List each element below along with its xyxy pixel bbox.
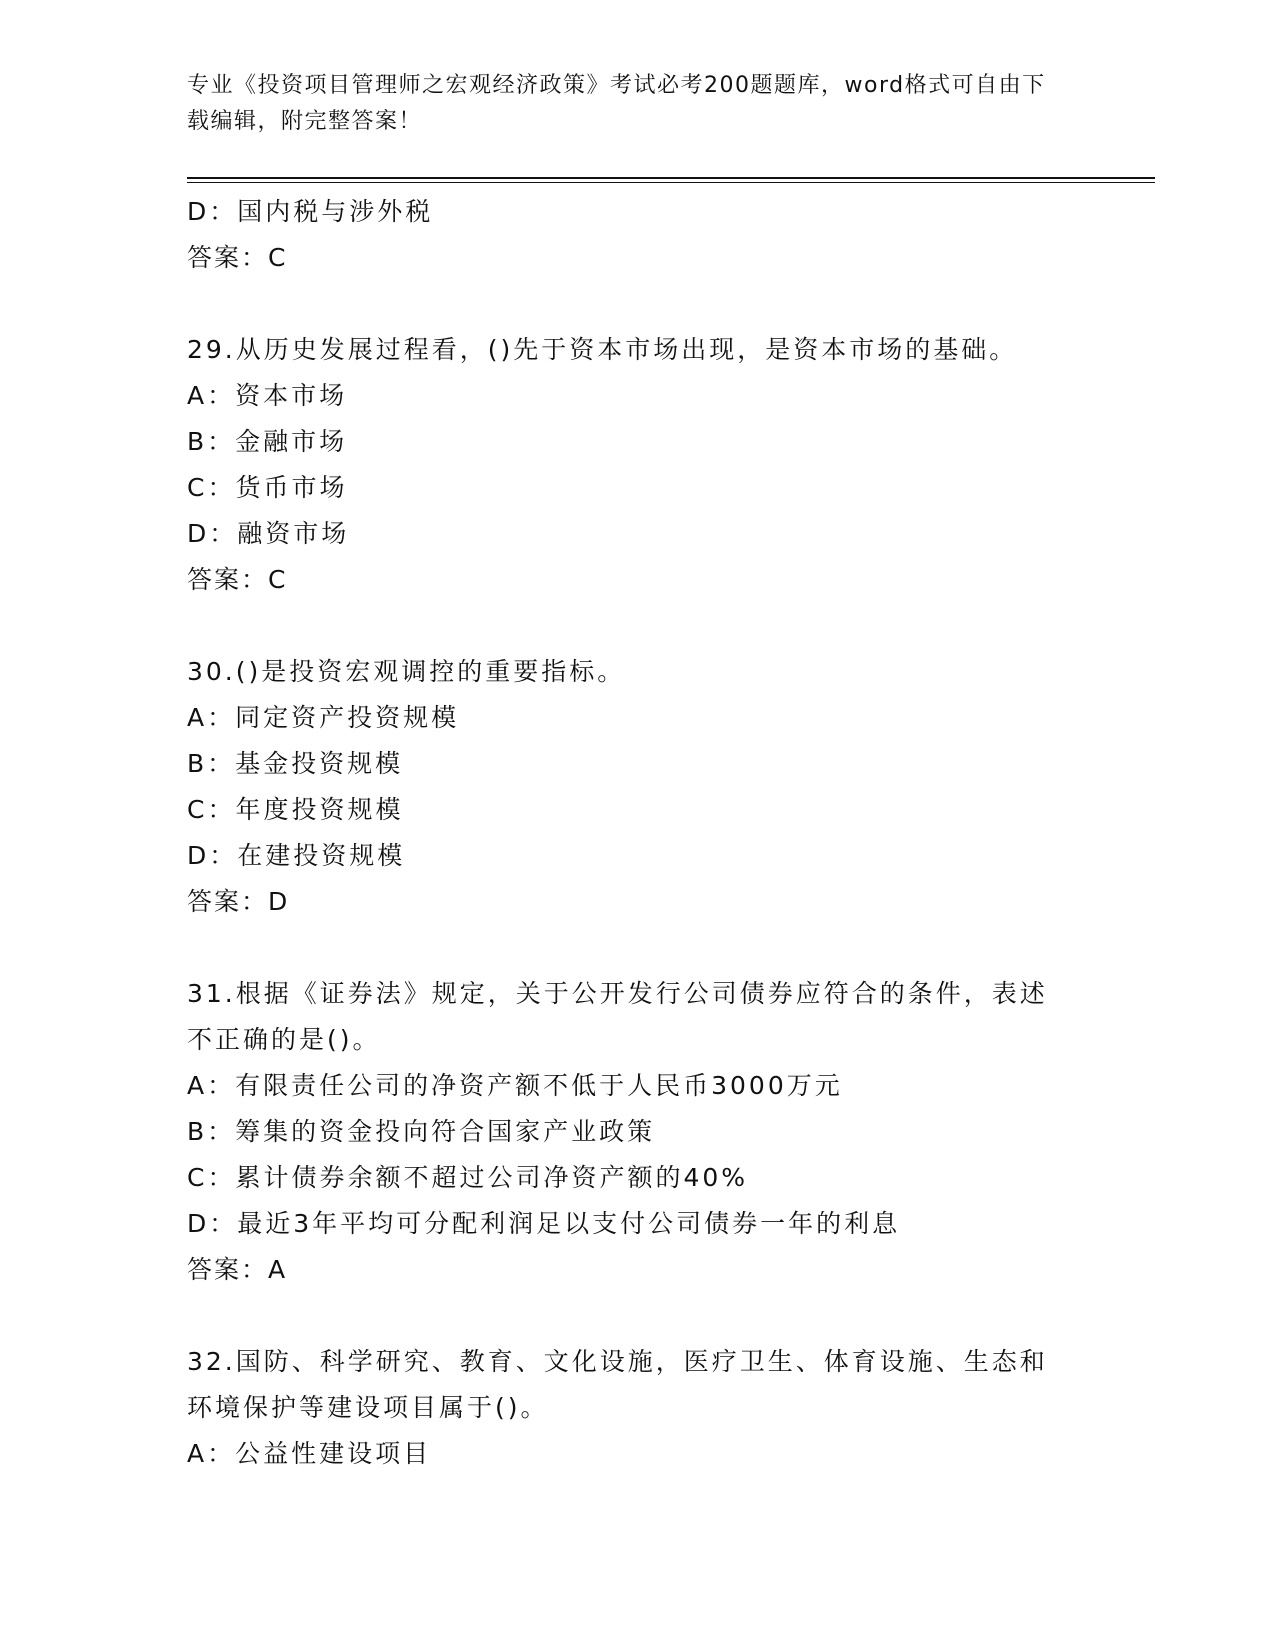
question-31-option-b: B：筹集的资金投向符合国家产业政策 [187,1117,656,1146]
question-30-answer: 答案：D [187,887,290,916]
question-30-option-a: A：同定资产投资规模 [187,703,460,732]
spacer [187,603,1087,649]
option-d: D：国内税与涉外税 [187,197,434,226]
question-31-option-c: C：累计债券余额不超过公司净资产额的40% [187,1163,749,1192]
question-31-option-a: A：有限责任公司的净资产额不低于人民币3000万元 [187,1071,843,1100]
question-31-answer: 答案：A [187,1255,288,1284]
question-29-option-a: A：资本市场 [187,381,348,410]
question-32-option-a: A：公益性建设项目 [187,1439,432,1468]
question-30-stem: 30.()是投资宏观调控的重要指标。 [187,657,626,686]
header-rule-thin [187,182,1155,183]
spacer [187,1293,1087,1339]
question-30-option-d: D：在建投资规模 [187,841,406,870]
spacer [187,281,1087,327]
question-29-option-d: D：融资市场 [187,519,350,548]
question-32-stem: 32.国防、科学研究、教育、文化设施，医疗卫生、体育设施、生态和环境保护等建设项目属于()。 [187,1347,1048,1422]
header-rule-thick [187,177,1155,179]
question-list [187,189,1087,1477]
answer-line: 答案：C [187,243,288,272]
spacer [187,925,1087,971]
question-30-option-c: C：年度投资规模 [187,795,404,824]
question-29-answer: 答案：C [187,565,288,594]
document-header [187,68,1067,140]
question-29-option-c: C：货币市场 [187,473,348,502]
question-31-option-d: D：最近3年平均可分配利润足以支付公司债券一年的利息 [187,1209,901,1238]
question-30-option-b: B：基金投资规模 [187,749,404,778]
header-text: 专业《投资项目管理师之宏观经济政策》考试必考200题题库，word格式可自由下载编辑，附完整答案！ [187,73,1046,134]
question-31-stem: 31.根据《证券法》规定，关于公开发行公司债券应符合的条件，表述不正确的是()。 [187,979,1048,1054]
question-29-stem: 29.从历史发展过程看，()先于资本市场出现，是资本市场的基础。 [187,335,1018,364]
question-29-option-b: B：金融市场 [187,427,348,456]
